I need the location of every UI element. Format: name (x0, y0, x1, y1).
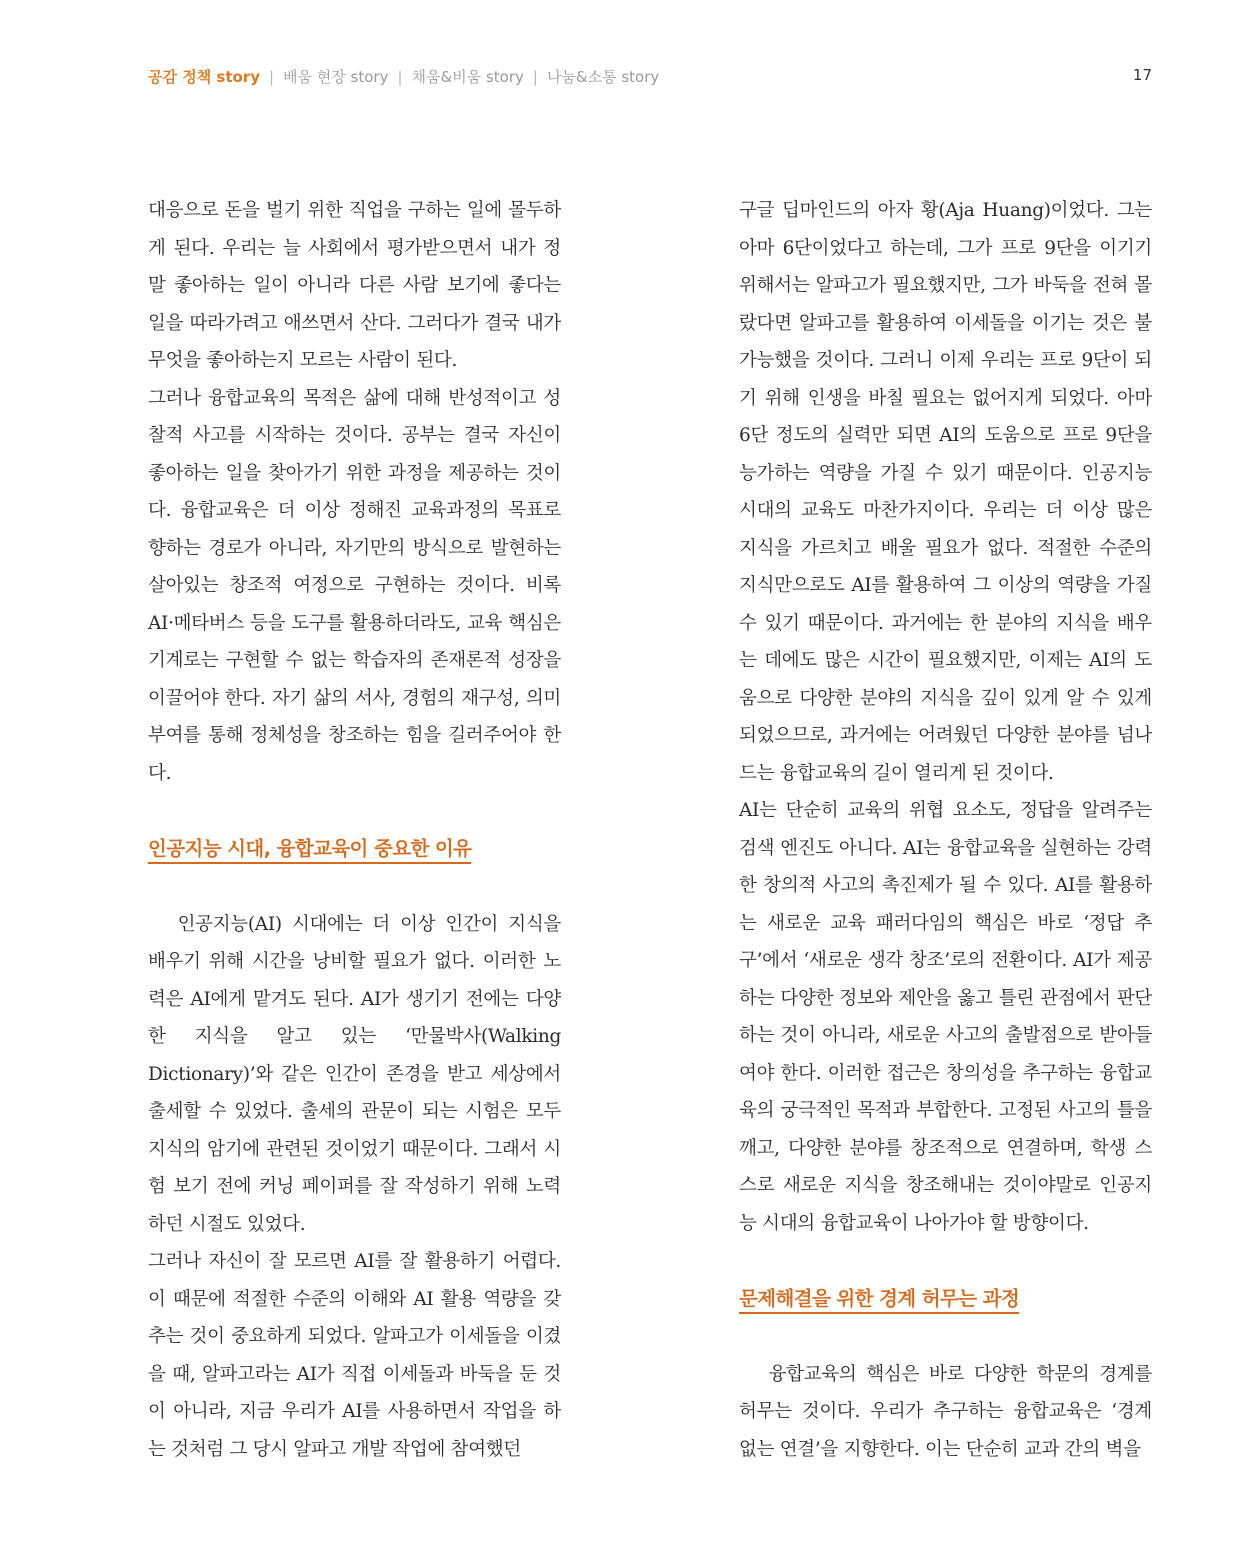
section-heading-text: 인공지능 시대, 융합교육이 중요한 이유 (148, 837, 471, 864)
nav-separator: | (532, 68, 538, 86)
spacer (739, 1318, 1152, 1356)
nav-separator: | (397, 68, 403, 86)
left-column (148, 192, 561, 1468)
right-column (739, 192, 1152, 1468)
body-paragraph: 인공지능(AI) 시대에는 더 이상 인간이 지식을 배우기 위해 시간을 낭비할 필요가 없다. 이러한 노력은 AI에게 맡겨도 된다. AI가 생기기 전에는 다양한 지식을 알고 있는 ‘만물박사(Walking Dictionary)’와 같은 인간이 존경을 받고 세상에서 출세할 수 있었다. 출세의 관문이 되는 시험은 모두 지식의 암기에 관련된 것이었기 때문이다. 그래서 시험 보기 전에 커닝 페이퍼를 잘 작성하기 위해 노력하던 시절도 있었다. (148, 913, 561, 1235)
nav-item-share-communicate-story[interactable]: 나눔&소통 story (546, 68, 660, 86)
body-paragraph: 구글 딥마인드의 아자 황(Aja Huang)이었다. 그는 아마 6단이었다고 하는데, 그가 프로 9단을 이기기 위해서는 알파고가 필요했지만, 그가 바둑을 전혀 몰랐다면 알파고를 활용하여 이세돌을 이기는 것은 불가능했을 것이다. 그러니 이제 우리는 프로 9단이 되기 위해 인생을 바칠 필요는 없어지게 되었다. 아마 6단 정도의 실력만 되면 AI의 도움으로 프로 9단을 능가하는 역량을 가질 수 있기 때문이다. 인공지능 시대의 교육도 마찬가지이다. 우리는 더 이상 많은 지식을 가르치고 배울 필요가 없다. 적절한 수준의 지식만으로도 AI를 활용하여 그 이상의 역량을 가질 수 있기 때문이다. 과거에는 한 분야의 지식을 배우는 데에도 많은 시간이 필요했지만, 이제는 AI의 도움으로 다양한 분야의 지식을 깊이 있게 알 수 있게 되었으므로, 과거에는 어려웠던 다양한 분야를 넘나드는 융합교육의 길이 열리게 된 것이다. (739, 200, 1152, 784)
page-header (148, 66, 1152, 92)
nav-item-policy-story[interactable]: 공감 정책 story (148, 68, 260, 86)
body-paragraph: AI는 단순히 교육의 위협 요소도, 정답을 알려주는 검색 엔진도 아니다. AI는 융합교육을 실현하는 강력한 창의적 사고의 촉진제가 될 수 있다. AI를 활용하는 새로운 교육 패러다임의 핵심은 바로 ‘정답 추구’에서 ‘새로운 생각 창조’로의 전환이다. AI가 제공하는 다양한 정보와 제안을 옳고 틀린 관점에서 판단하는 것이 아니라, 새로운 사고의 출발점으로 받아들여야 한다. 이러한 접근은 창의성을 추구하는 융합교육의 궁극적인 목적과 부합한다. 고정된 사고의 틀을 깨고, 다양한 분야를 창조적으로 연결하며, 학생 스스로 새로운 지식을 창조해내는 것이야말로 인공지능 시대의 융합교육이 나아가야 할 방향이다. (739, 800, 1152, 1234)
nav-separator: | (268, 68, 275, 86)
page-number: 17 (1132, 66, 1152, 84)
spacer (739, 1242, 1152, 1280)
nav-item-learning-field-story[interactable]: 배움 현장 story (283, 68, 389, 86)
body-paragraph: 그러나 자신이 잘 모르면 AI를 잘 활용하기 어렵다. 이 때문에 적절한 수준의 이해와 AI 활용 역량을 갖추는 것이 중요하게 되었다. 알파고가 이세돌을 이겼을 때, 알파고라는 AI가 직접 이세돌과 바둑을 둔 것이 아니라, 지금 우리가 AI를 사용하면서 작업을 하는 것처럼 그 당시 알파고 개발 작업에 참여했던 (148, 1251, 561, 1460)
spacer (148, 868, 561, 906)
spacer (148, 792, 561, 830)
section-heading-text: 문제해결을 위한 경계 허무는 과정 (739, 1287, 1019, 1314)
section-heading (148, 830, 561, 868)
nav-item-fill-empty-story[interactable]: 채움&비움 story (411, 68, 524, 86)
body-paragraph: 대응으로 돈을 벌기 위한 직업을 구하는 일에 몰두하게 된다. 우리는 늘 사회에서 평가받으면서 내가 정말 좋아하는 일이 아니라 다른 사람 보기에 좋다는 일을 따라가려고 애쓰면서 산다. 그러다가 결국 내가 무엇을 좋아하는지 모르는 사람이 된다. (148, 200, 561, 371)
section-heading (739, 1280, 1152, 1318)
body-paragraph: 융합교육의 핵심은 바로 다양한 학문의 경계를 허무는 것이다. 우리가 추구하는 융합교육은 ‘경계 없는 연결’을 지향한다. 이는 단순히 교과 간의 벽을 (739, 1363, 1152, 1460)
section-nav (148, 66, 659, 87)
body-paragraph: 그러나 융합교육의 목적은 삶에 대해 반성적이고 성찰적 사고를 시작하는 것이다. 공부는 결국 자신이 좋아하는 일을 찾아가기 위한 과정을 제공하는 것이다. 융합교육은 더 이상 정해진 교육과정의 목표로 향하는 경로가 아니라, 자기만의 방식으로 발현하는 살아있는 창조적 여정으로 구현하는 것이다. 비록 AI·메타버스 등을 도구를 활용하더라도, 교육 핵심은 기계로는 구현할 수 없는 학습자의 존재론적 성장을 이끌어야 한다. 자기 삶의 서사, 경험의 재구성, 의미 부여를 통해 정체성을 창조하는 힘을 길러주어야 한다. (148, 387, 561, 784)
